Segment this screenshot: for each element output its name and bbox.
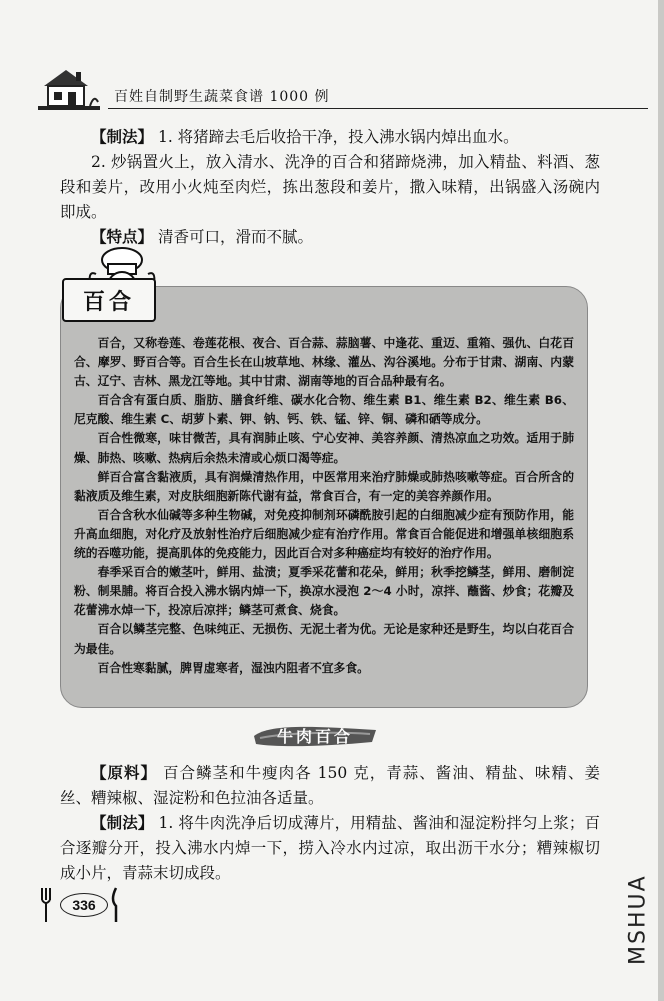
prev-feature-tag: 【特点】 <box>91 227 154 246</box>
info-box-title: 百合 <box>82 289 135 315</box>
method-text: 1. 将牛肉洗净后切成薄片，用精盐、酱油和湿淀粉拌匀上浆；百合逐瓣分开，投入沸水内焯一下，捞入冷水内过凉，取出沥干水分；糟辣椒切成小片，青蒜末切成段。 <box>60 814 600 882</box>
info-paragraph: 百合以鳞茎完整、色味纯正、无损伤、无泥土者为优。无论是家种还是野生，均以白花百合为最佳。 <box>74 622 574 656</box>
prev-method-tag: 【制法】 <box>91 127 154 146</box>
info-box-title-card <box>62 278 156 322</box>
recipe-banner <box>250 718 380 752</box>
header-rule <box>108 108 648 109</box>
prev-feature-text: 清香可口，滑而不腻。 <box>157 228 313 246</box>
watermark: MSHUA <box>625 874 651 966</box>
prev-method-line2: 2. 炒锅置火上，放入清水、洗净的百合和猪蹄烧沸，加入精盐、料酒、葱段和姜片，改用小火炖至肉烂，拣出葱段和姜片，撒入味精，出锅盛入汤碗内即成。 <box>60 153 600 221</box>
info-paragraph: 百合含有蛋白质、脂肪、膳食纤维、碳水化合物、维生素 B1、维生素 B2、维生素 B6、尼克酸、维生素 C、胡萝卜素、钾、钠、钙、铁、锰、锌、铜、磷和硒等成分。 <box>74 393 574 427</box>
method-tag: 【制法】 <box>91 813 154 832</box>
prev-method-line1 <box>60 124 600 150</box>
page-header <box>38 66 638 116</box>
info-paragraph: 百合含秋水仙碱等多种生物碱，对免疫抑制剂环磷酰胺引起的白细胞减少症有预防作用，能升高血细胞，对化疗及放射性治疗后细胞减少症有治疗作用。常食百合能促进和增强单核细胞系统的吞噬功能，提高肌体的免疫能力，因此百合对多种癌症均有较好的治疗作用。 <box>74 507 574 561</box>
info-paragraph: 百合性寒黏腻，脾胃虚寒者，湿浊内阻者不宜多食。 <box>97 660 369 675</box>
info-paragraph: 百合，又称卷莲、卷莲花根、夜合、百合蒜、蒜脑薯、中逢花、重迈、重箱、强仇、白花百合、摩罗、野百合等。百合生长在山坡草地、林缘、灌丛、沟谷溪地。分布于甘肃、湖南、内蒙古、辽宁、吉林、黑龙江等地。其中甘肃、湖南等地的百合品种最有名。 <box>74 336 574 389</box>
info-paragraph: 鲜百合富含黏液质，具有润燥清热作用，中医常用来治疗肺燥或肺热咳嗽等症。百合所含的黏液质及维生素，对皮肤细胞新陈代谢有益，常食百合，有一定的美容养颜作用。 <box>74 469 574 503</box>
method-section <box>60 810 600 886</box>
page-edge <box>658 0 664 1001</box>
page-number: 336 <box>60 893 108 917</box>
page-number-block <box>36 884 126 924</box>
prev-method-text1: 1. 将猪蹄去毛后收拾干净，投入沸水锅内焯出血水。 <box>157 128 519 146</box>
header-title: 百姓自制野生蔬菜食谱 1000 例 <box>114 89 330 105</box>
info-box-text <box>74 334 574 678</box>
ingredients-text: 百合鳞茎和牛瘦肉各 150 克，青蒜、酱油、精盐、味精、姜丝、糟辣椒、湿淀粉和色拉油各适量。 <box>60 764 600 807</box>
info-paragraph: 百合性微寒，味甘微苦，具有润肺止咳、宁心安神、美容养颜、清热凉血之功效。适用于肺燥、肺热、咳嗽、热病后余热未清或心烦口渴等症。 <box>74 431 574 465</box>
prev-method-section <box>60 124 600 225</box>
house-icon <box>38 66 100 112</box>
info-paragraph: 春季采百合的嫩茎叶，鲜用、盐渍；夏季采花蕾和花朵，鲜用；秋季挖鳞茎，鲜用、磨制淀粉、制果脯。将百合投入沸水锅内焯一下，换凉水浸泡 2～4 小时，凉拌、蘸酱、炒食；花瓣及花蕾沸水焯一下，投凉后凉拌；鳞茎可煮食、烧食。 <box>74 565 574 618</box>
ingredients-tag: 【原料】 <box>91 763 158 782</box>
recipe-title: 牛肉百合 <box>276 726 353 746</box>
ingredients-section <box>60 760 600 811</box>
